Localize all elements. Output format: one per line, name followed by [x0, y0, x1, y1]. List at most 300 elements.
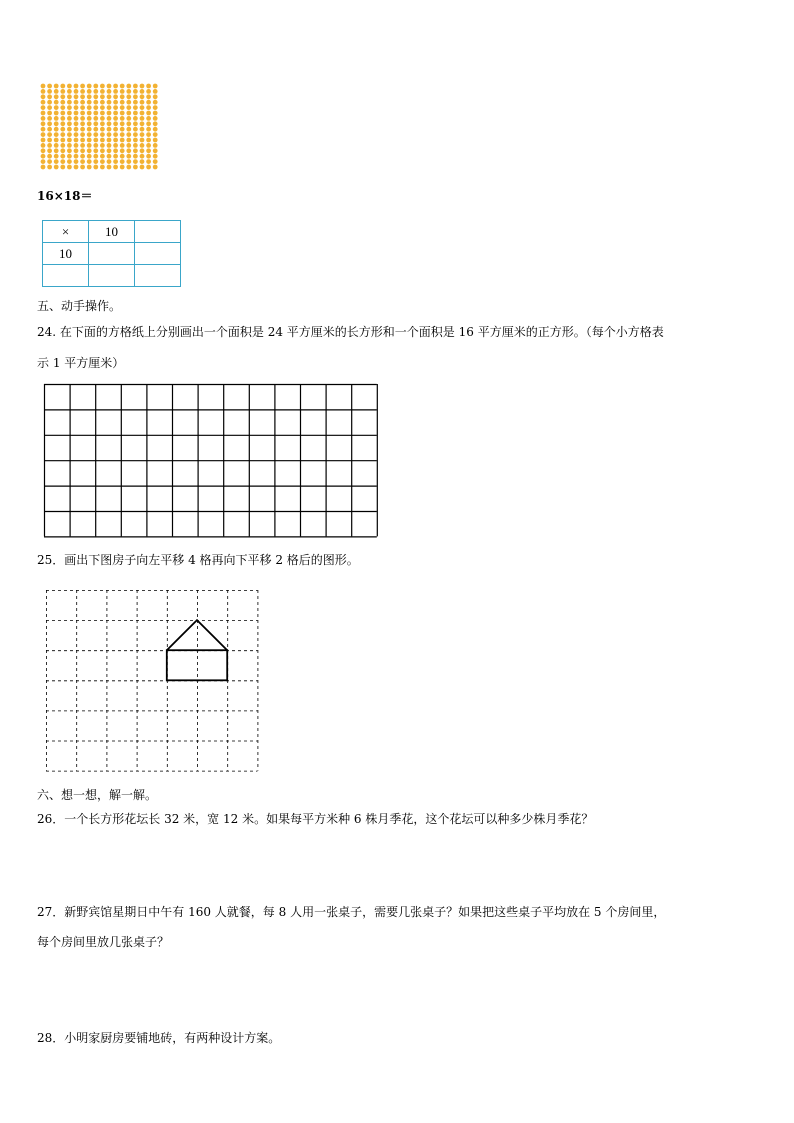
dot: [47, 159, 52, 164]
dot: [54, 143, 59, 148]
dot: [120, 143, 125, 148]
house-roof: [167, 620, 227, 650]
dot: [146, 132, 151, 137]
dot: [60, 138, 65, 143]
dot: [41, 165, 46, 170]
dot: [93, 143, 98, 148]
dot: [74, 159, 79, 164]
dot: [153, 143, 158, 148]
dot: [100, 148, 105, 153]
table-cell[interactable]: [89, 243, 135, 265]
dot: [120, 89, 125, 94]
dot: [41, 148, 46, 153]
dot: [126, 159, 131, 164]
dot: [140, 116, 145, 121]
dot: [80, 121, 85, 126]
dot: [120, 154, 125, 159]
dot: [140, 127, 145, 132]
table-cell[interactable]: [89, 265, 135, 287]
dot: [67, 154, 72, 159]
dot: [107, 165, 112, 170]
multiplication-grid-table: [42, 220, 181, 287]
dot: [146, 127, 151, 132]
question-27-line1: 27．新野宾馆星期日中午有 160 人就餐，每 8 人用一张桌子，需要几张桌子？如果把这些桌子平均放在 5 个房间里，: [37, 905, 666, 919]
dot: [60, 159, 65, 164]
dot: [47, 165, 52, 170]
dot: [41, 94, 46, 99]
dot: [153, 116, 158, 121]
dot: [107, 116, 112, 121]
section-heading-5: 五、动手操作。: [37, 299, 122, 313]
dot: [93, 84, 98, 89]
dot: [120, 105, 125, 110]
table-cell: 10: [89, 221, 135, 243]
dot: [54, 94, 59, 99]
dot: [93, 105, 98, 110]
dot: [47, 143, 52, 148]
dot: [140, 159, 145, 164]
dot: [80, 143, 85, 148]
dot: [133, 89, 138, 94]
dot: [74, 105, 79, 110]
dot: [146, 138, 151, 143]
dot: [54, 148, 59, 153]
dot: [120, 127, 125, 132]
dot: [93, 165, 98, 170]
dot: [87, 94, 92, 99]
dot: [67, 116, 72, 121]
dot: [67, 138, 72, 143]
dot: [126, 94, 131, 99]
dot: [47, 84, 52, 89]
dot: [47, 105, 52, 110]
dot: [60, 121, 65, 126]
dot: [87, 154, 92, 159]
dot: [80, 127, 85, 132]
dot: [126, 132, 131, 137]
dot: [87, 148, 92, 153]
dot: [153, 159, 158, 164]
dot: [67, 132, 72, 137]
dot: [41, 89, 46, 94]
dot: [41, 84, 46, 89]
dot: [93, 138, 98, 143]
dot: [113, 143, 118, 148]
dot: [87, 121, 92, 126]
dot: [113, 94, 118, 99]
dot: [133, 154, 138, 159]
dot: [74, 132, 79, 137]
table-cell[interactable]: [135, 265, 181, 287]
dot: [54, 138, 59, 143]
dot: [74, 138, 79, 143]
dot: [41, 127, 46, 132]
dot: [60, 132, 65, 137]
dot: [133, 121, 138, 126]
dot: [41, 105, 46, 110]
dot: [120, 138, 125, 143]
dot: [47, 138, 52, 143]
dot: [87, 165, 92, 170]
dot: [120, 132, 125, 137]
dot: [140, 100, 145, 105]
dot: [153, 154, 158, 159]
dot: [113, 121, 118, 126]
dot: [67, 111, 72, 116]
dot: [60, 111, 65, 116]
dot: [153, 138, 158, 143]
dot: [67, 127, 72, 132]
dot: [67, 159, 72, 164]
question-24-grid-paper[interactable]: [44, 384, 379, 538]
dot: [80, 105, 85, 110]
dot: [80, 154, 85, 159]
dot: [146, 154, 151, 159]
dot: [120, 111, 125, 116]
dot: [60, 100, 65, 105]
table-row: [43, 221, 181, 243]
dot: [41, 143, 46, 148]
dot: [153, 94, 158, 99]
dot: [54, 111, 59, 116]
dot: [74, 148, 79, 153]
dot: [133, 138, 138, 143]
dot: [80, 111, 85, 116]
dot: [74, 121, 79, 126]
dot: [107, 132, 112, 137]
house-body: [167, 650, 227, 680]
dot: [54, 84, 59, 89]
dot: [107, 84, 112, 89]
dot: [140, 105, 145, 110]
dot: [67, 100, 72, 105]
table-row: [43, 243, 181, 265]
dot: [126, 89, 131, 94]
dot: [74, 154, 79, 159]
dot: [120, 148, 125, 153]
dot: [74, 165, 79, 170]
dot: [146, 148, 151, 153]
dot: [100, 154, 105, 159]
dot: [41, 132, 46, 137]
dot: [47, 100, 52, 105]
dot: [133, 132, 138, 137]
dot: [100, 100, 105, 105]
dot: [100, 132, 105, 137]
dot: [133, 116, 138, 121]
dot: [153, 89, 158, 94]
dot: [120, 100, 125, 105]
dot: [87, 143, 92, 148]
dot: [47, 116, 52, 121]
dot: [140, 143, 145, 148]
dot: [93, 121, 98, 126]
dot: [120, 116, 125, 121]
dot: [126, 127, 131, 132]
dot: [113, 89, 118, 94]
dot: [113, 105, 118, 110]
dot: [146, 105, 151, 110]
dot: [100, 94, 105, 99]
dot: [107, 143, 112, 148]
dot: [146, 116, 151, 121]
dot: [153, 111, 158, 116]
dot: [87, 159, 92, 164]
dot: [67, 84, 72, 89]
dot: [140, 165, 145, 170]
dot: [153, 165, 158, 170]
dot: [107, 94, 112, 99]
dot: [120, 159, 125, 164]
dot: [54, 89, 59, 94]
dot: [87, 89, 92, 94]
dot: [133, 94, 138, 99]
dot: [107, 89, 112, 94]
dot: [107, 138, 112, 143]
dot: [107, 159, 112, 164]
dot: [113, 132, 118, 137]
dot: [60, 154, 65, 159]
dot: [87, 132, 92, 137]
dot: [113, 159, 118, 164]
dot: [47, 121, 52, 126]
dot: [41, 116, 46, 121]
dot: [93, 111, 98, 116]
dot: [100, 165, 105, 170]
dot: [41, 138, 46, 143]
dot: [93, 89, 98, 94]
dot: [54, 132, 59, 137]
dot: [100, 116, 105, 121]
dot: [60, 127, 65, 132]
dot: [113, 138, 118, 143]
dot: [93, 94, 98, 99]
dot-array-figure: [40, 83, 162, 173]
dot: [100, 111, 105, 116]
dot: [60, 116, 65, 121]
dot: [47, 127, 52, 132]
dot: [140, 148, 145, 153]
dot: [146, 89, 151, 94]
dot: [107, 154, 112, 159]
dot: [120, 165, 125, 170]
dot: [113, 116, 118, 121]
dot: [87, 105, 92, 110]
dot: [140, 154, 145, 159]
question-24-line2: 示 1 平方厘米）: [37, 356, 125, 370]
dot: [41, 100, 46, 105]
dot: [80, 116, 85, 121]
dot: [113, 111, 118, 116]
dot: [60, 105, 65, 110]
dot: [100, 84, 105, 89]
dot: [133, 111, 138, 116]
question-27-line2: 每个房间里放几张桌子？: [37, 935, 170, 949]
question-25-dashed-grid[interactable]: [46, 590, 258, 771]
dot: [41, 154, 46, 159]
dot: [146, 94, 151, 99]
table-cell: ×: [43, 221, 89, 243]
dot: [47, 148, 52, 153]
dot: [80, 138, 85, 143]
dot: [153, 84, 158, 89]
dot: [140, 121, 145, 126]
dot: [54, 165, 59, 170]
dot: [126, 121, 131, 126]
dot: [120, 121, 125, 126]
dot: [146, 100, 151, 105]
dot: [100, 105, 105, 110]
dot: [67, 165, 72, 170]
dot: [126, 116, 131, 121]
dot: [113, 154, 118, 159]
dot: [74, 143, 79, 148]
dot: [74, 127, 79, 132]
dot: [67, 143, 72, 148]
dot: [133, 159, 138, 164]
multiplication-expression: 16×18＝: [37, 189, 93, 203]
dot: [80, 132, 85, 137]
dot: [107, 121, 112, 126]
dot: [60, 89, 65, 94]
dot: [126, 143, 131, 148]
dot: [54, 154, 59, 159]
dot: [93, 154, 98, 159]
dot: [47, 111, 52, 116]
table-cell[interactable]: [135, 221, 181, 243]
dot: [74, 89, 79, 94]
dot: [140, 84, 145, 89]
dot: [74, 94, 79, 99]
dot: [153, 105, 158, 110]
dot: [140, 111, 145, 116]
dot: [146, 84, 151, 89]
dot: [146, 165, 151, 170]
dot: [54, 159, 59, 164]
dot: [47, 132, 52, 137]
dot: [126, 111, 131, 116]
table-cell[interactable]: [43, 265, 89, 287]
dot: [87, 84, 92, 89]
dot: [80, 159, 85, 164]
question-24-line1: 24. 在下面的方格纸上分别画出一个面积是 24 平方厘米的长方形和一个面积是 16 平方厘米的正方形。（每个小方格表: [37, 325, 664, 339]
dot: [80, 165, 85, 170]
dot: [74, 111, 79, 116]
dot: [126, 84, 131, 89]
dot: [133, 127, 138, 132]
section-heading-6: 六、想一想，解一解。: [37, 788, 158, 802]
dot: [93, 127, 98, 132]
dot: [113, 127, 118, 132]
question-26-text: 26．一个长方形花坛长 32 米，宽 12 米。如果每平方米种 6 株月季花，这个花坛可以种多少株月季花？: [37, 812, 594, 826]
dot: [140, 89, 145, 94]
dot: [87, 127, 92, 132]
dot: [126, 148, 131, 153]
dot: [93, 148, 98, 153]
dot: [87, 116, 92, 121]
dot: [60, 94, 65, 99]
dot: [54, 116, 59, 121]
dot: [100, 138, 105, 143]
dot: [100, 143, 105, 148]
dot: [80, 94, 85, 99]
dot: [113, 148, 118, 153]
dot: [126, 105, 131, 110]
dot: [80, 100, 85, 105]
table-row: [43, 265, 181, 287]
dot: [107, 127, 112, 132]
dot: [100, 159, 105, 164]
dot: [74, 100, 79, 105]
dot: [74, 116, 79, 121]
dot: [100, 121, 105, 126]
dot: [140, 138, 145, 143]
dot: [100, 89, 105, 94]
dot: [140, 132, 145, 137]
dot: [80, 84, 85, 89]
dot: [133, 84, 138, 89]
dot: [47, 89, 52, 94]
dot: [133, 165, 138, 170]
dot: [146, 111, 151, 116]
dot: [60, 84, 65, 89]
dot: [67, 121, 72, 126]
dot: [113, 84, 118, 89]
dot: [47, 94, 52, 99]
dot: [54, 100, 59, 105]
table-cell[interactable]: [135, 243, 181, 265]
dot: [74, 84, 79, 89]
dot: [60, 148, 65, 153]
dot: [67, 105, 72, 110]
dot: [146, 159, 151, 164]
dot: [133, 143, 138, 148]
dot: [87, 138, 92, 143]
dot: [60, 165, 65, 170]
dot: [54, 121, 59, 126]
dot: [67, 89, 72, 94]
dot: [107, 105, 112, 110]
dot: [120, 94, 125, 99]
dot: [107, 111, 112, 116]
dot: [133, 105, 138, 110]
dot: [80, 148, 85, 153]
dot: [107, 148, 112, 153]
question-25-text: 25．画出下图房子向左平移 4 格再向下平移 2 格后的图形。: [37, 553, 359, 567]
dot: [41, 159, 46, 164]
dot: [93, 116, 98, 121]
dot: [47, 154, 52, 159]
dot: [126, 100, 131, 105]
dot: [153, 127, 158, 132]
dot: [67, 94, 72, 99]
dot: [41, 111, 46, 116]
dot: [153, 132, 158, 137]
dot: [140, 94, 145, 99]
dot: [133, 148, 138, 153]
dot: [93, 159, 98, 164]
dot: [60, 143, 65, 148]
dot: [54, 105, 59, 110]
dot: [113, 100, 118, 105]
dot: [126, 138, 131, 143]
dot: [126, 154, 131, 159]
dot: [87, 100, 92, 105]
dot: [54, 127, 59, 132]
dot: [93, 100, 98, 105]
dot: [100, 127, 105, 132]
dot: [126, 165, 131, 170]
